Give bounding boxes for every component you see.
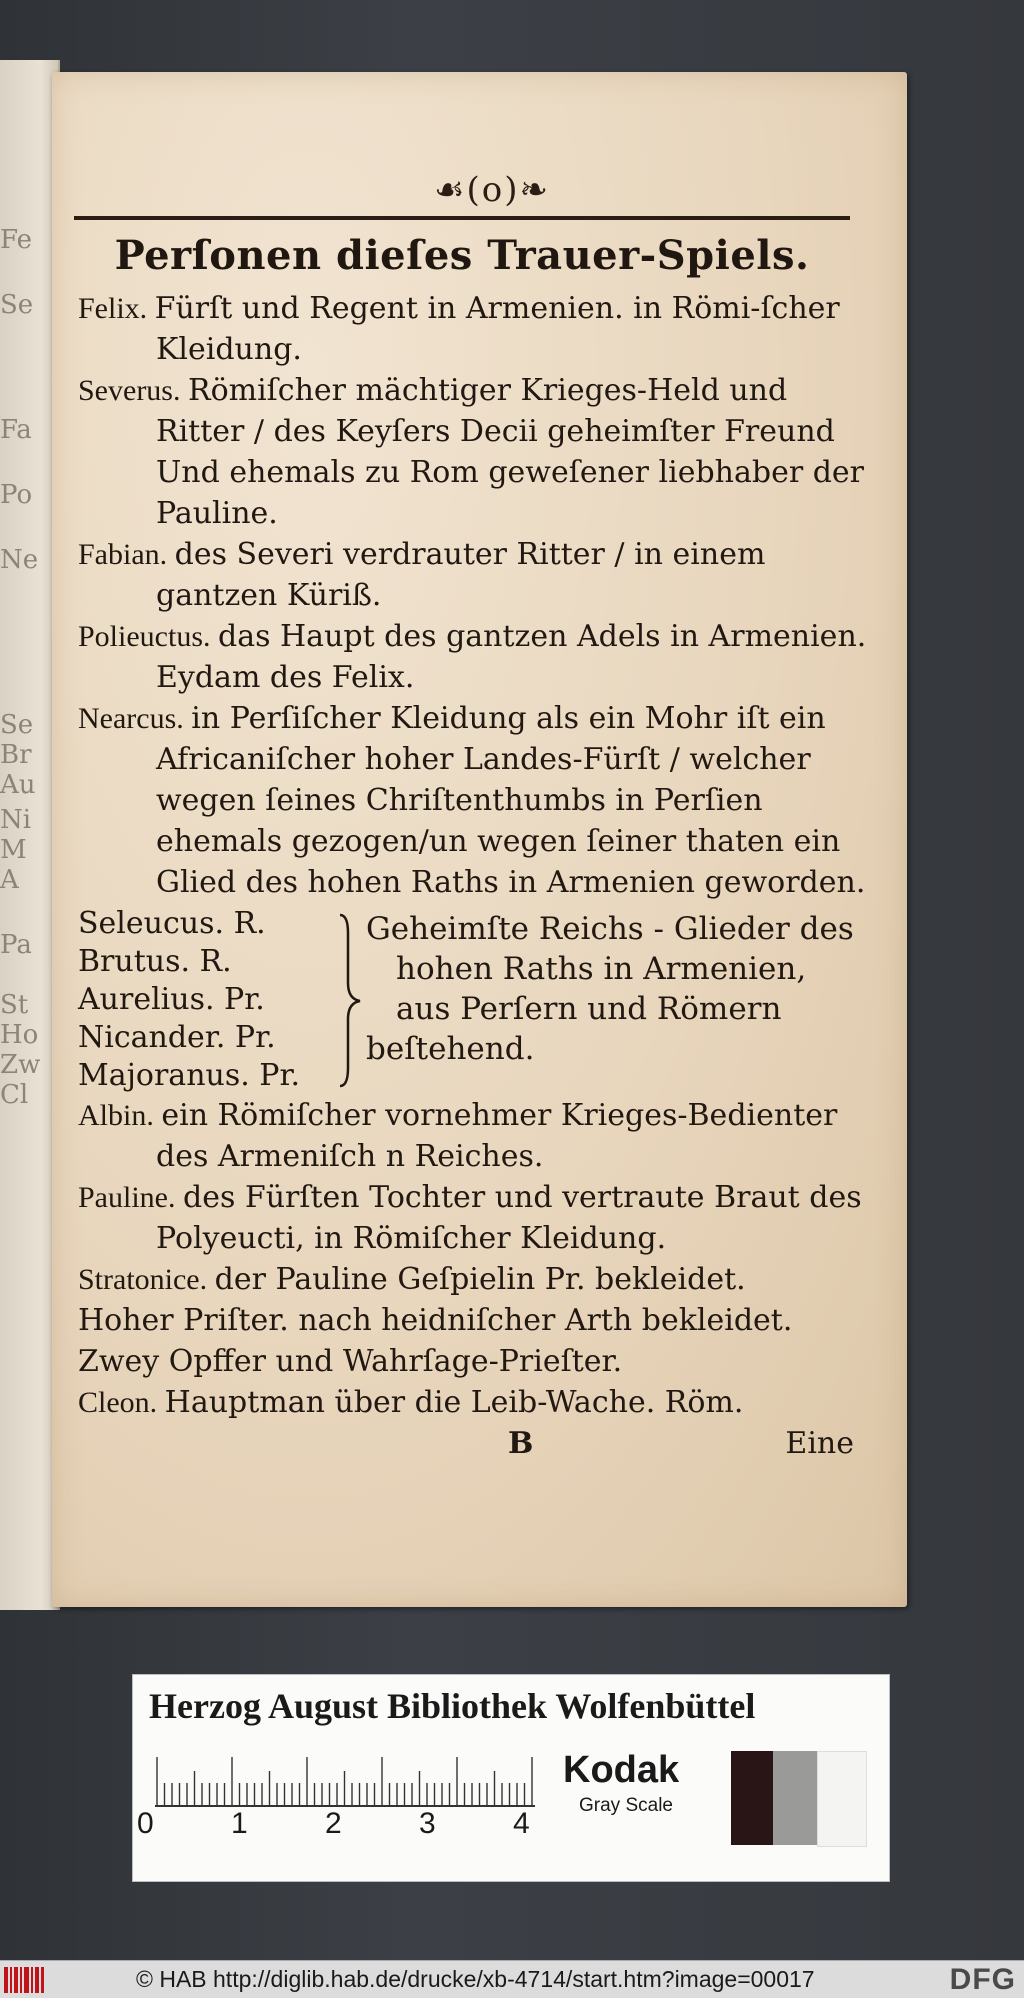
cast-entry <box>78 1300 868 1341</box>
cast-description: Römiſcher mächtiger Krieges-Held und Ritter / des Keyſers Decii geheimſter Freund Und ehemals zu Rom geweſener liebhaber der Pauline. <box>156 373 865 531</box>
page-title: Perſonen dieſes Trauer-Spiels. <box>114 232 810 279</box>
prev-page-fragment: Se <box>0 290 34 320</box>
prev-page-fragment: Pa <box>0 930 32 960</box>
cast-entry <box>78 1095 868 1177</box>
cast-entry <box>78 616 868 698</box>
council-member: Brutus. R. <box>78 944 232 979</box>
cast-name: Pauline. <box>78 1181 183 1214</box>
cast-name: Cleon. <box>78 1386 165 1419</box>
scale-label: 0 <box>137 1807 154 1840</box>
prev-page-fragment: Au <box>0 770 36 800</box>
page-number: ☙(o)❧ <box>434 170 550 210</box>
brand-logo: Kodak <box>563 1749 680 1791</box>
prev-page-fragment: Fe <box>0 225 33 255</box>
cast-description: Zwey Opffer und Wahrſage-Prieſter. <box>78 1344 623 1379</box>
catchword: Eine <box>785 1426 854 1461</box>
council-description-line: hohen Raths in Armenien, <box>396 951 807 987</box>
cast-name: Albin. <box>78 1099 162 1132</box>
council-description-line: Geheimſte Reichs - Glieder des <box>366 911 854 947</box>
prev-page-fragment: Po <box>0 480 33 510</box>
cast-list <box>78 288 868 1465</box>
cast-entry <box>78 534 868 616</box>
cast-name: Felix. <box>78 292 155 325</box>
prev-page-fragment: St <box>0 990 29 1020</box>
cast-description: das Haupt des gantzen Adels in Armenien. Eydam des Felix. <box>156 619 867 695</box>
prev-page-fragment: M <box>0 835 27 865</box>
previous-page-edge <box>0 60 60 1610</box>
scale-label: 1 <box>231 1807 248 1840</box>
prev-page-fragment: Cl <box>0 1080 29 1110</box>
council-description <box>366 909 866 1069</box>
cast-description: des Fürſten Tochter und vertraute Braut des Polyeucti, in Römiſcher Kleidung. <box>156 1180 862 1256</box>
council-description-line: aus Perſern und Römern <box>396 991 782 1027</box>
prev-page-fragment: Zw <box>0 1050 41 1080</box>
book-page <box>52 72 907 1607</box>
cast-description: in Perſiſcher Kleidung als ein Mohr iſt ein Africaniſcher hoher Landes-Fürſt / welcher wegen ſeines Chriſtenthumbs in Perſien ehemals gezogen/un wegen ſeiner thaten ein Glied des hohen Raths in Armenien geworden. <box>156 701 866 900</box>
council-member: Nicander. Pr. <box>78 1020 276 1055</box>
cast-name: Nearcus. <box>78 702 192 735</box>
dfg-logo: DFG <box>949 1963 1016 1996</box>
color-chart <box>132 1674 890 1882</box>
prev-page-fragment: Br <box>0 740 32 770</box>
cast-entry <box>78 1177 868 1259</box>
prev-page-fragment: Ne <box>0 545 39 575</box>
credit-link[interactable]: © HAB http://diglib.hab.de/drucke/xb-4714/start.htm?image=00017 <box>136 1966 815 1992</box>
cast-entry <box>78 370 868 534</box>
prev-page-fragment: Fa <box>0 415 32 445</box>
cast-description: Fürſt und Regent in Armenien. in Römi-ſcher Kleidung. <box>154 291 840 367</box>
brace-icon <box>336 913 362 1088</box>
brand-subtitle: Gray Scale <box>579 1795 673 1816</box>
cast-entry <box>78 1341 868 1382</box>
prev-page-fragment: Se <box>0 710 34 740</box>
institution-name: Herzog August Bibliothek Wolfenbüttel <box>149 1686 756 1726</box>
scale-labels <box>137 1807 561 1847</box>
gray-patch-dark <box>731 1751 773 1845</box>
cast-description: des Severi verdrauter Ritter / in einem gantzen Küriß. <box>156 537 766 613</box>
prev-page-fragment: A <box>0 865 19 895</box>
catchline <box>78 1423 868 1465</box>
scale-label: 2 <box>325 1807 342 1840</box>
cast-entry <box>78 1382 868 1423</box>
council-member: Majoranus. Pr. <box>78 1058 301 1093</box>
gray-patch-light <box>817 1751 867 1847</box>
scale-ruler <box>155 1755 535 1807</box>
cast-entry <box>78 288 868 370</box>
cast-description: der Pauline Geſpielin Pr. bekleidet. <box>214 1262 746 1297</box>
cast-entry <box>78 698 868 903</box>
council-member: Seleucus. R. <box>78 906 266 941</box>
prev-page-fragment: Ho <box>0 1020 39 1050</box>
cast-entry <box>78 1259 868 1300</box>
prev-page-fragment: Ni <box>0 805 32 835</box>
cast-description: Hauptman über die Leib-Wache. Röm. <box>164 1385 744 1420</box>
cast-name: Severus. <box>78 374 188 407</box>
barcode-icon <box>4 1967 48 1993</box>
cast-name: Polieuctus. <box>78 620 218 653</box>
council-names <box>78 905 338 1095</box>
footer-bar <box>0 1960 1024 1998</box>
cast-name: Fabian. <box>78 538 175 571</box>
council-member: Aurelius. Pr. <box>78 982 265 1017</box>
scale-label: 3 <box>419 1807 436 1840</box>
cast-name: Stratonice. <box>78 1263 215 1296</box>
header-rule <box>74 216 850 220</box>
cast-description: Hoher Priſter. nach heidniſcher Arth bekleidet. <box>78 1303 793 1338</box>
signature-mark: B <box>508 1426 534 1461</box>
council-description-line: beſtehend. <box>366 1031 535 1067</box>
gray-patch-mid <box>773 1751 817 1845</box>
cast-description: ein Römiſcher vornehmer Krieges-Bedienter des Armeniſch n Reiches. <box>156 1098 838 1174</box>
scale-label: 4 <box>513 1807 530 1840</box>
council-group <box>78 905 868 1095</box>
